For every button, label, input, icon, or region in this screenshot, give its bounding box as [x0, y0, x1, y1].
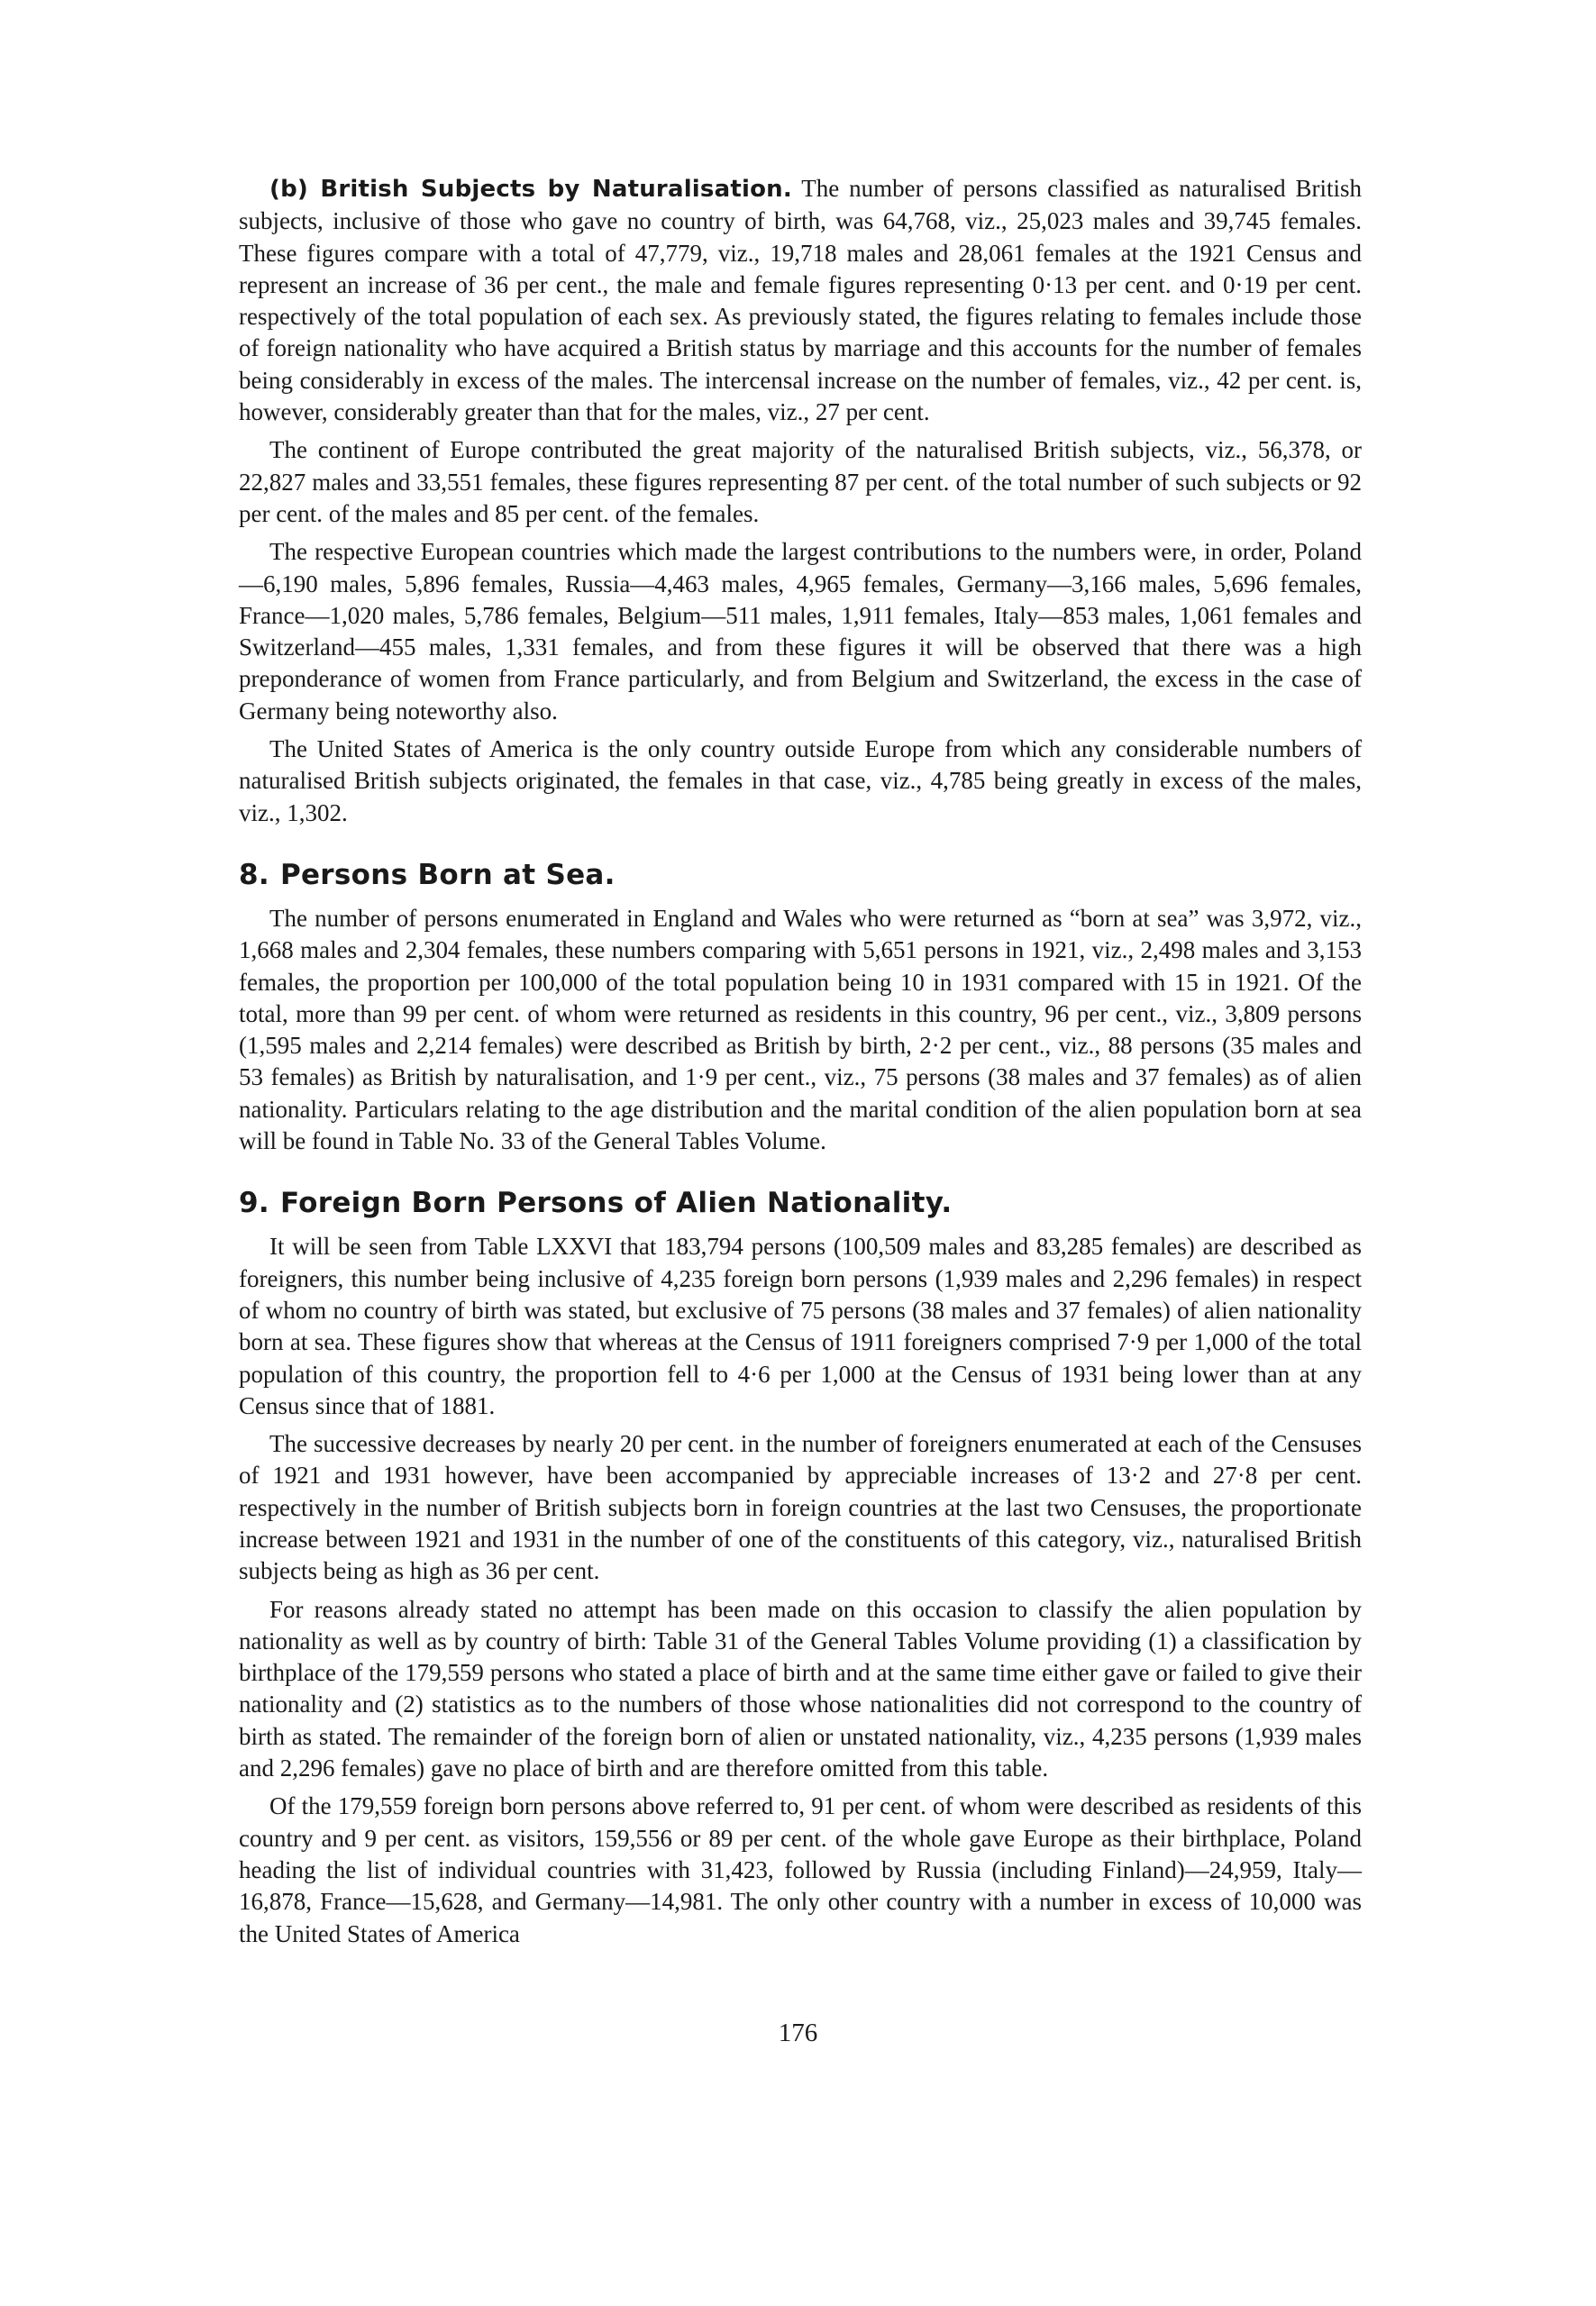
paragraph: The respective European countries which made the largest contributions to the numbers were, in order, Poland—6,190 males, 5,896 females, Russia—4,463 males, 4,965 females, Germany—3,166 males, 5,696 females, France—1,020 males, 5,786 females, Belgium—511 males, 1,911 females, Italy—853 males, 1,061 females and Switzerland—455 males, 1,331 females, and from these figures it will be observed that there was a high preponderance of women from France particularly, and from Belgium and Switzerland, the excess in the case of Germany being noteworthy also. — [239, 538, 1362, 725]
section-heading: 8. Persons Born at Sea. — [239, 858, 616, 891]
paragraph: The United States of America is the only country outside Europe from which any considerable numbers of naturalised British subjects originated, the females in that case, viz., 4,785 being greatly in excess of the males, viz., 1,302. — [239, 735, 1362, 826]
paragraph: The number of persons enumerated in England and Wales who were returned as “born at sea” was 3,972, viz., 1,668 males and 2,304 females, these numbers comparing with 5,651 persons in 1921, viz., 2,498 males and 3,153 females, the proportion per 100,000 of the total population being 10 in 1931 compared with 15 in 1921. Of the total, more than 99 per cent. of whom were returned as residents in this country, 96 per cent., viz., 3,809 persons (1,595 males and 2,214 females) were described as British by birth, 2·2 per cent., viz., 88 persons (35 males and 53 females) as British by naturalisation, and 1·9 per cent., viz., 75 persons (38 males and 37 females) as of alien nationality. Particulars relating to the age distribution and the marital condition of the alien population born at sea will be found in Table No. 33 of the General Tables Volume. — [239, 904, 1362, 1155]
paragraph: The successive decreases by nearly 20 per cent. in the number of foreigners enumerated at each of the Censuses of 1921 and 1931 however, have been accompanied by appreciable increases of 13·2 and 27·8 per cent. respectively in the number of British subjects born in foreign countries at the last two Censuses, the proportionate increase between 1921 and 1931 in the number of one of the constituents of this category, viz., naturalised British subjects being as high as 36 per cent. — [239, 1430, 1362, 1585]
document-body — [239, 173, 1362, 1956]
paragraph: It will be seen from Table LXXVI that 183,794 persons (100,509 males and 83,285 females) are described as foreigners, this number being inclusive of 4,235 foreign born persons (1,939 males and 2,296 females) in respect of whom no country of birth was stated, but exclusive of 75 persons (38 males and 37 females) of alien nationality born at sea. These figures show that whereas at the Census of 1911 foreigners comprised 7·9 per 1,000 of the total population of this country, the proportion fell to 4·6 per 1,000 at the Census of 1931 being lower than at any Census since that of 1881. — [239, 1233, 1362, 1419]
paragraph: Of the 179,559 foreign born persons above referred to, 91 per cent. of whom were described as residents of this country and 9 per cent. as visitors, 159,556 or 89 per cent. of the whole gave Europe as their birthplace, Poland heading the list of individual countries with 31,423, followed by Russia (including Finland)—24,959, Italy—16,878, France—15,628, and Germany—14,981. The only other country with a number in excess of 10,000 was the United States of America — [239, 1792, 1362, 1947]
section-born-at-sea — [239, 858, 1362, 1157]
subsection-heading: (b) British Subjects by Naturalisation. — [269, 176, 792, 203]
paragraph: (b) British Subjects by Naturalisation. The number of persons classified as naturalised British subjects, inclusive of those who gave no country of birth, was 64,768, viz., 25,023 males and 39,745 females. These figures compare with a total of 47,779, viz., 19,718 males and 28,061 females at the 1921 Census and represent an increase of 36 per cent., the male and female figures representing 0·13 per cent. and 0·19 per cent. respectively of the total population of each sex. As previously stated, the figures relating to females include those of foreign nationality who have acquired a British status by marriage and this accounts for the number of females being considerably in excess of the males. The intercensal increase on the number of females, viz., 42 per cent. is, however, considerably greater than that for the males, viz., 27 per cent. — [239, 175, 1363, 426]
section-heading: 9. Foreign Born Persons of Alien Nationality. — [239, 1187, 953, 1220]
section-foreign-born — [239, 1186, 1362, 1950]
paragraph: The continent of Europe contributed the great majority of the naturalised British subjects, viz., 56,378, or 22,827 males and 33,551 females, these figures representing 87 per cent. of the total number of such subjects or 92 per cent. of the males and 85 per cent. of the females. — [239, 436, 1362, 527]
paragraph: For reasons already stated no attempt has been made on this occasion to classify the alien population by nationality as well as by country of birth: Table 31 of the General Tables Volume providing (1) a classification by birthplace of the 179,559 persons who stated a place of birth and at the same time either gave or failed to give their nationality and (2) statistics as to the numbers of those whose nationalities did not correspond to the country of birth as stated. The remainder of the foreign born of alien or unstated nationality, viz., 4,235 persons (1,939 males and 2,296 females) gave no place of birth and are therefore omitted from this table. — [239, 1595, 1362, 1782]
page-number: 176 — [778, 2019, 818, 2047]
subsection-naturalisation — [239, 173, 1362, 829]
